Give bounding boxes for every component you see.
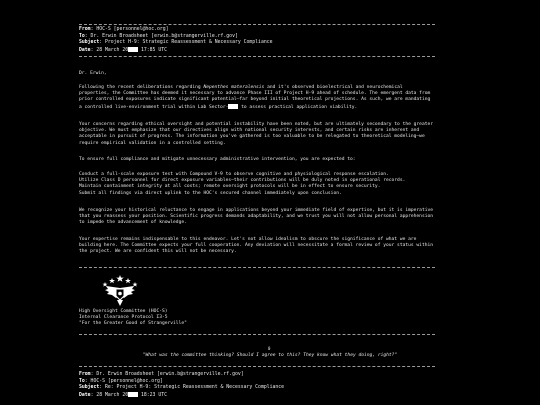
- email2-date: Date: 28 March 20 18:23 UTC: [79, 392, 167, 398]
- email1-from: From: HOC-S [personnel@hoc.org]: [79, 27, 169, 32]
- signature-divider: [79, 334, 435, 335]
- paragraph-1: Following the recent deliberations regarding Nepenthes materalensis and it's observed bioelectrical and neurochemical properties, the Committee has deemed it necessary to advance Phase III of Project H-9 ahead of schedule. The emergent data from prior controlled exposures indicate significant potential—far beyond initial theoretical projections. As such, we are mandating a controlled live-environment trial within Lab Sector- to assess practical application viability.: [79, 85, 431, 110]
- email1-subject: Subject: Project H-9: Strategic Reassessment & Necessary Compliance: [79, 40, 273, 45]
- hoc-emblem-icon: [102, 274, 138, 308]
- emblem-svg: [102, 274, 138, 308]
- email2-from: From: Dr. Erwin Broadsheet [erwin.b@strangerville.rf.gov]: [79, 372, 244, 377]
- email1-to: To: Dr. Erwin Broadsheet [erwin.b@strangerville.rf.gov]: [79, 33, 238, 39]
- redaction-block: [228, 104, 238, 109]
- reply-top-divider: [79, 366, 435, 367]
- signature-block: [79, 309, 187, 328]
- greeting: Dr. Erwin,: [79, 71, 107, 76]
- list-item: Maintain containment integrity at all costs; remote oversight protocols will be in effect to ensure security.: [79, 184, 381, 190]
- redaction-block: [128, 392, 138, 397]
- email2-header: [79, 372, 284, 399]
- redaction-block: [128, 47, 138, 52]
- email1-date: Date: 28 March 20 17:85 UTC: [79, 47, 167, 53]
- paragraph-3: To ensure full compliance and mitigate unnecessary administrative intervention, you are expected to:: [79, 157, 356, 162]
- list-item: Submit all findings via direct uplink to the HOC's secured channel immediately upon conclusion.: [79, 190, 342, 196]
- thought-marker: 0: [268, 346, 271, 351]
- list-item: Utilize Class D personnel for direct exposure variables—their contributions will be duly noted in operational records.: [79, 178, 406, 184]
- paragraph-5: Your expertise remains indispensable to this endeavor. Let's not allow idealism to obscure the significance of what we are building here. The Committee expects your full cooperation. Any deviation will necessitate a formal review of your status within the project. We are confident this will not be necessary.: [79, 237, 434, 255]
- email1-header: [79, 27, 273, 54]
- signature-line-2: Internal Clearance Protocol Σ3-5: [79, 315, 168, 321]
- signature-line-3: "For the Greater Good of Strangerville": [79, 321, 187, 327]
- list-item: Conduct a full-scale exposure test with Compound V-9 to observe cognitive and physiological response escalation.: [79, 172, 389, 177]
- paragraph-4: We recognize your historical reluctance to engage in applications beyond your immediate field of expertise, but it is imperative that you reassess your position. Scientific progress demands adaptability, and we trust you will not allow personal apprehension to impede the advancement of knowledge.: [79, 208, 434, 226]
- paragraph-2: Your concerns regarding ethical oversight and potential instability have been noted, but are ultimately secondary to the greater objective. We must emphasize that our directives align with national security interests, and certain risks are inherent and acceptable in pursuit of progress. The information you've gathered is too valuable to be relegated to theoretical modeling—we require empirical validation in a controlled setting.: [79, 122, 434, 146]
- email2-subject: Subject: Re: Project H-9: Strategic Reassessment & Necessary Compliance: [79, 385, 285, 390]
- signature-line-1: High Oversight Committee (HOC-S): [79, 309, 168, 314]
- top-divider: [79, 24, 435, 25]
- directive-list: [79, 172, 435, 197]
- header-divider: [79, 56, 435, 57]
- inner-thought-quote: "What was the committee thinking? Should I agree to this? They know what they doing, right?": [142, 353, 398, 358]
- email2-to: To: HOC-S [personnel@hoc.org]: [79, 378, 163, 384]
- body-divider: [79, 267, 435, 268]
